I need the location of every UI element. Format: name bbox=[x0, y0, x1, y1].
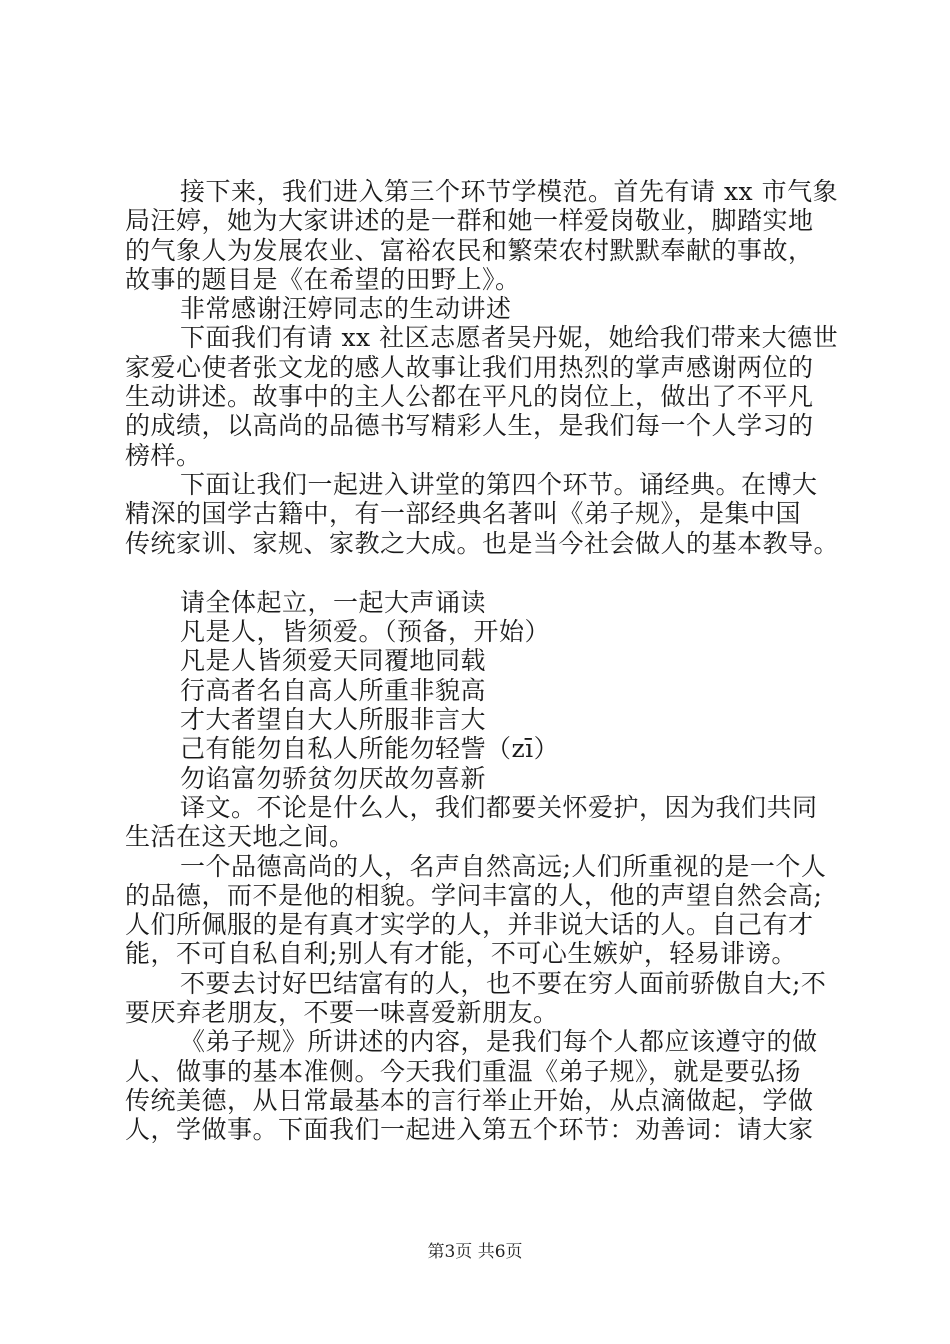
paragraph bbox=[125, 177, 839, 294]
paragraph bbox=[125, 969, 835, 1028]
text-line: 传统美德，从日常最基本的言行举止开始，从点滴做起，学做 bbox=[125, 1085, 814, 1115]
recitation-block bbox=[125, 588, 835, 793]
text-line: 生动讲述。故事中的主人公都在平凡的岗位上，做出了不平凡 bbox=[125, 382, 814, 412]
paragraph bbox=[125, 294, 835, 323]
text-line: 接下来，我们进入第三个环节学模范。首先有请 xx 市气象 bbox=[180, 177, 839, 206]
text-line: 的品德，而不是他的相貌。学问丰富的人，他的声望自然会高; bbox=[125, 880, 823, 910]
text-line: 生活在这天地之间。 bbox=[125, 822, 355, 852]
paragraph bbox=[125, 323, 839, 470]
text-line: 己有能勿自私人所能勿轻訾（zī） bbox=[180, 734, 560, 764]
text-line: 局汪婷，她为大家讲述的是一群和她一样爱岗敬业，脚踏实地 bbox=[125, 206, 814, 236]
text-line: 人、做事的基本准侧。今天我们重温《弟子规》，就是要弘扬 bbox=[125, 1056, 802, 1086]
text-line: 下面让我们一起进入讲堂的第四个环节。诵经典。在博大 bbox=[180, 469, 818, 499]
text-line: 下面我们有请 xx 社区志愿者吴丹妮，她给我们带来大德世 bbox=[180, 323, 839, 353]
text-line: 的成绩，以高尚的品德书写精彩人生，是我们每一个人学习的 bbox=[125, 411, 814, 441]
text-line: 《弟子规》所讲述的内容，是我们每个人都应该遵守的做 bbox=[180, 1027, 818, 1057]
paragraph bbox=[125, 793, 835, 852]
text-line: 家爱心使者张文龙的感人故事让我们用热烈的掌声感谢两位的 bbox=[125, 352, 814, 382]
text-line: 要厌弃老朋友，不要一味喜爱新朋友。 bbox=[125, 998, 559, 1028]
text-line: 凡是人，皆须爱。（预备，开始） bbox=[180, 617, 551, 647]
text-line: 精深的国学古籍中，有一部经典名著叫《弟子规》，是集中国 bbox=[125, 499, 802, 529]
text-line: 才大者望自大人所服非言大 bbox=[180, 705, 487, 735]
text-line: 一个品德高尚的人，名声自然高远;人们所重视的是一个人 bbox=[180, 851, 827, 881]
blank-line bbox=[125, 558, 835, 588]
text-line: 榜样。 bbox=[125, 440, 202, 470]
text-line: 人们所佩服的是有真才实学的人，并非说大话的人。自己有才 bbox=[125, 910, 814, 940]
page-body bbox=[125, 177, 840, 1145]
text-line: 传统家训、家规、家教之大成。也是当今社会做人的基本教导。 bbox=[125, 528, 840, 558]
text-line: 能，不可自私自利;别人有才能，不可心生嫉妒，轻易诽谤。 bbox=[125, 939, 797, 969]
text-line: 人，学做事。下面我们一起进入第五个环节：劝善词：请大家 bbox=[125, 1115, 814, 1145]
paragraph bbox=[125, 1027, 835, 1144]
text-line: 行高者名自高人所重非貌高 bbox=[180, 675, 487, 705]
text-line: 的气象人为发展农业、富裕农民和繁荣农村默默奉献的事故， bbox=[125, 235, 814, 265]
text-line: 译文。不论是什么人，我们都要关怀爱护，因为我们共同 bbox=[180, 792, 818, 822]
text-line: 非常感谢汪婷同志的生动讲述 bbox=[180, 294, 512, 324]
page-footer: 第3页 共6页 bbox=[427, 1242, 523, 1262]
text-line: 凡是人皆须爱天同覆地同载 bbox=[180, 646, 487, 676]
text-line: 勿谄富勿骄贫勿厌故勿喜新 bbox=[180, 763, 487, 793]
text-line: 不要去讨好巴结富有的人，也不要在穷人面前骄傲自大;不 bbox=[180, 968, 827, 998]
text-line: 请全体起立，一起大声诵读 bbox=[180, 587, 487, 617]
paragraph bbox=[125, 852, 835, 969]
text-line: 故事的题目是《在希望的田野上》。 bbox=[125, 264, 521, 294]
paragraph bbox=[125, 469, 840, 558]
